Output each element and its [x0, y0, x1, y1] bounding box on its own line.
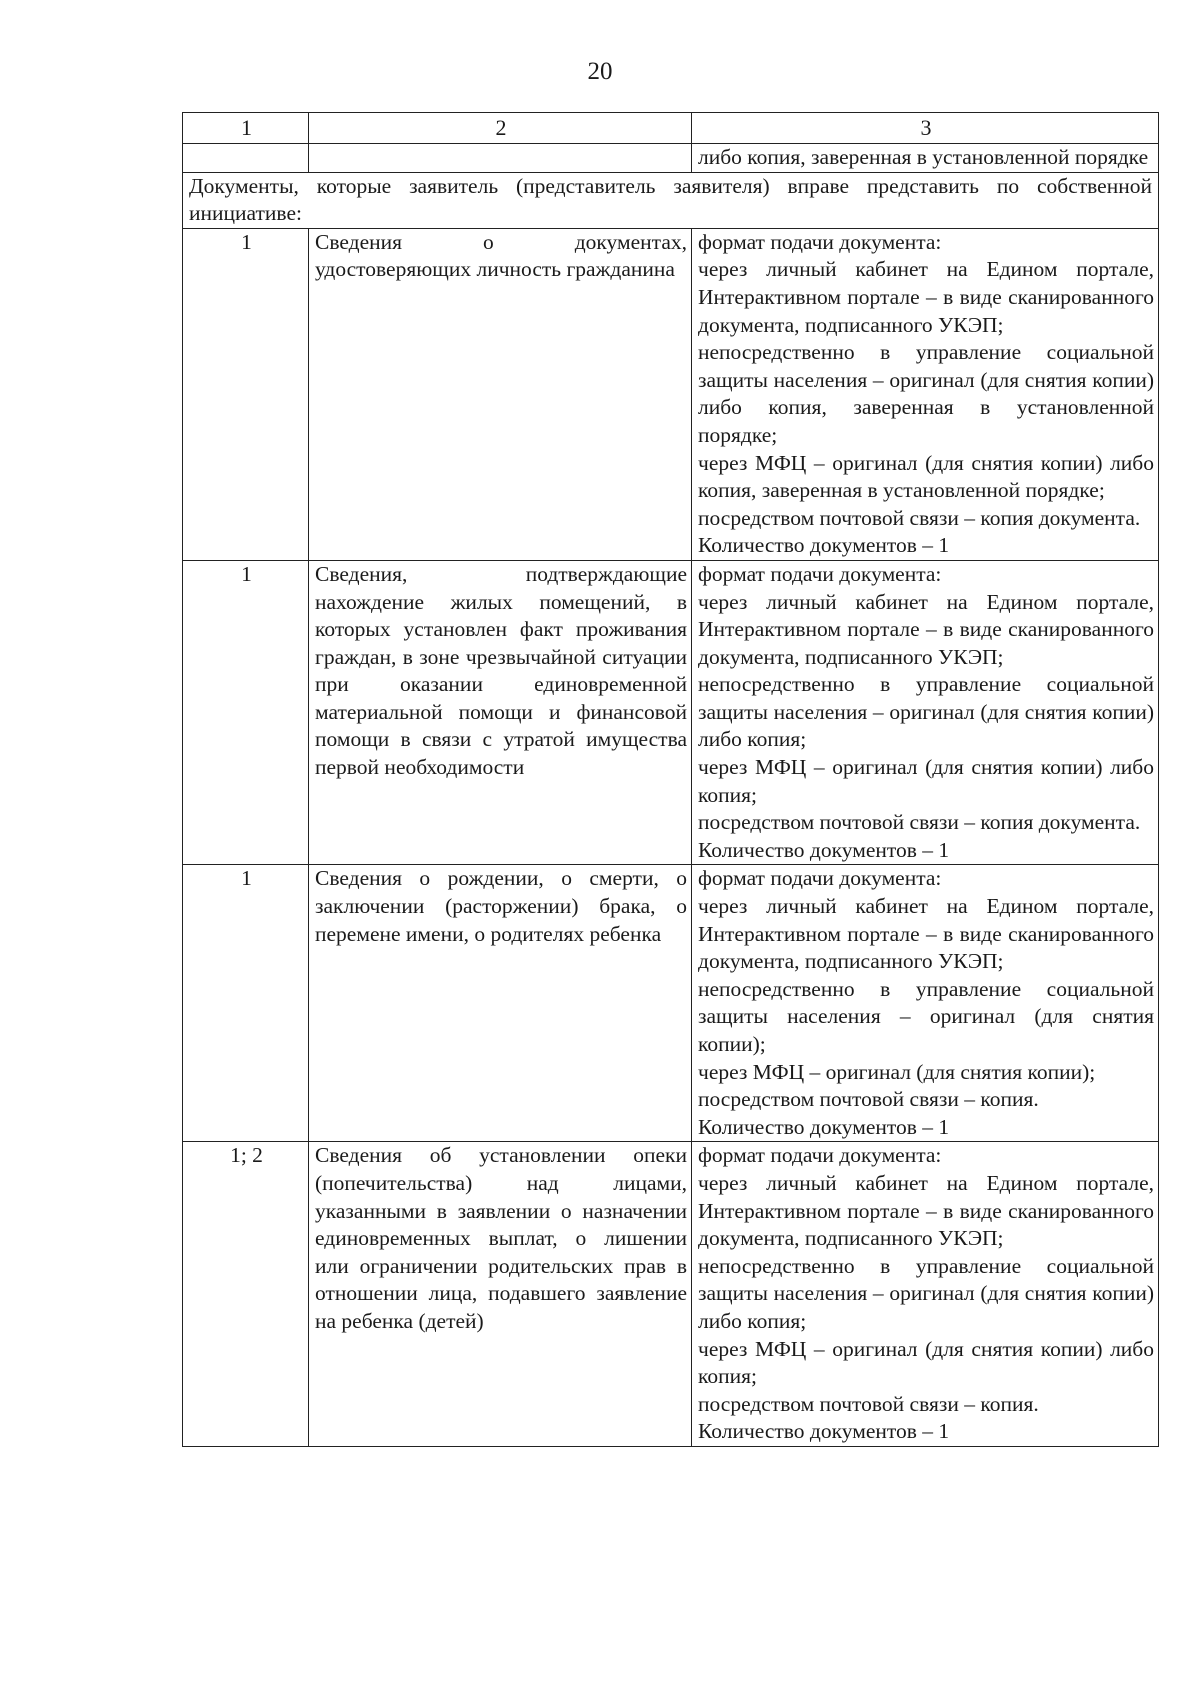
submission-format-cell	[692, 1142, 1159, 1447]
column-header-2: 2	[309, 113, 692, 144]
format-title: формат подачи документа:	[698, 1143, 942, 1168]
method-post: посредством почтовой связи – копия документа.	[698, 505, 1141, 530]
continuation-cell-2	[309, 144, 692, 173]
method-mfc: через МФЦ – оригинал (для снятия копии);	[698, 1059, 1096, 1084]
method-online: через личный кабинет на Едином портале, Интерактивном портале – в виде сканированного документа, подписанного УКЭП;	[698, 589, 1154, 669]
page-number: 20	[587, 58, 613, 85]
method-online: через личный кабинет на Едином портале, Интерактивном портале – в виде сканированного документа, подписанного УКЭП;	[698, 257, 1154, 337]
document-count: Количество документов – 1	[698, 1419, 950, 1444]
submission-format-cell	[692, 560, 1159, 865]
method-mfc: через МФЦ – оригинал (для снятия копии) либо копия;	[698, 755, 1154, 807]
method-in-person: непосредственно в управление социальной защиты населения – оригинал (для снятия копии) либо копия;	[698, 1253, 1154, 1333]
section-header: Документы, которые заявитель (представитель заявителя) вправе представить по собственной инициативе:	[183, 172, 1159, 228]
method-mfc: через МФЦ – оригинал (для снятия копии) либо копия;	[698, 1336, 1154, 1389]
table-row	[183, 865, 1159, 1142]
row-number: 1	[183, 228, 309, 560]
method-in-person: непосредственно в управление социальной защиты населения – оригинал (для снятия копии);	[698, 976, 1154, 1056]
format-title: формат подачи документа:	[698, 229, 942, 254]
column-header-3: 3	[692, 113, 1159, 144]
document-count: Количество документов – 1	[698, 837, 950, 862]
method-in-person: непосредственно в управление социальной защиты населения – оригинал (для снятия копии) либо копия, заверенная в установленной порядке;	[698, 340, 1154, 447]
method-post: посредством почтовой связи – копия.	[698, 1391, 1039, 1416]
row-number: 1	[183, 560, 309, 865]
section-header-row	[183, 172, 1159, 228]
method-post: посредством почтовой связи – копия.	[698, 1087, 1039, 1112]
table-row	[183, 1142, 1159, 1447]
column-header-row	[183, 113, 1159, 144]
continuation-cell-3: либо копия, заверенная в установленной порядке	[692, 144, 1159, 173]
submission-format-cell	[692, 228, 1159, 560]
row-number: 1; 2	[183, 1142, 309, 1447]
document-count: Количество документов – 1	[698, 533, 950, 558]
method-in-person: непосредственно в управление социальной защиты населения – оригинал (для снятия копии) либо копия;	[698, 672, 1154, 752]
method-online: через личный кабинет на Едином портале, Интерактивном портале – в виде сканированного документа, подписанного УКЭП;	[698, 894, 1154, 974]
continuation-cell-1	[183, 144, 309, 173]
method-online: через личный кабинет на Едином портале, Интерактивном портале – в виде сканированного документа, подписанного УКЭП;	[698, 1170, 1154, 1251]
table-row	[183, 560, 1159, 865]
submission-format-cell	[692, 865, 1159, 1142]
documents-table	[182, 112, 1159, 1447]
row-number: 1	[183, 865, 309, 1142]
method-post: посредством почтовой связи – копия документа.	[698, 810, 1141, 835]
document-description: Сведения, подтверждающие нахождение жилых помещений, в которых установлен факт проживания граждан, в зоне чрезвычайной ситуации при оказании единовременной материальной помощи и финансовой помощи в связи с утратой имущества первой необходимости	[309, 560, 692, 865]
document-description: Сведения о рождении, о смерти, о заключении (расторжении) брака, о перемене имени, о родителях ребенка	[309, 865, 692, 1142]
method-mfc: через МФЦ – оригинал (для снятия копии) либо копия, заверенная в установленной порядке;	[698, 450, 1154, 503]
column-header-1: 1	[183, 113, 309, 144]
document-count: Количество документов – 1	[698, 1114, 950, 1139]
continuation-row	[183, 144, 1159, 173]
format-title: формат подачи документа:	[698, 866, 942, 891]
format-title: формат подачи документа:	[698, 561, 942, 586]
table-row	[183, 228, 1159, 560]
document-description: Сведения о документах, удостоверяющих личность гражданина	[309, 228, 692, 560]
document-description: Сведения об установлении опеки (попечительства) над лицами, указанными в заявлении о назначении единовременных выплат, о лишении или ограничении родительских прав в отношении лица, подавшего заявление на ребенка (детей)	[309, 1142, 692, 1447]
